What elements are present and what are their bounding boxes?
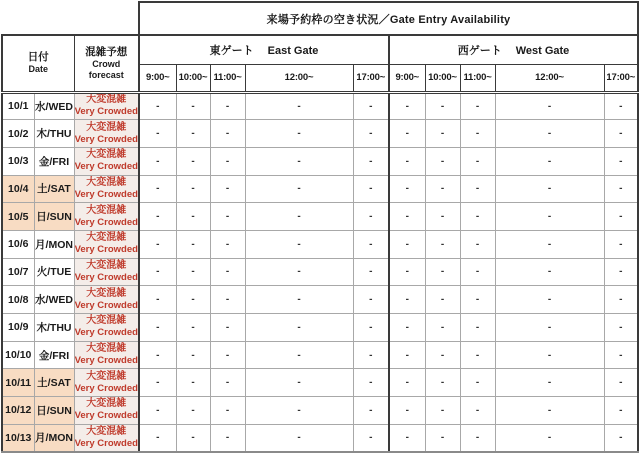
crowd-forecast-en: Very Crowded [74,216,138,228]
availability-cell: - [210,258,245,286]
availability-cell: - [604,120,638,148]
east-gate-label-jp: 東ゲート [209,44,254,57]
date-cell: 10/5 [2,203,34,231]
availability-cell: - [176,369,210,397]
availability-cell: - [389,397,425,425]
availability-cell: - [139,203,176,231]
availability-cell: - [425,314,460,342]
table-row [2,341,638,369]
availability-cell: - [425,203,460,231]
availability-cell: - [425,92,460,120]
availability-cell: - [176,424,210,452]
availability-cell: - [495,397,604,425]
availability-cell: - [495,175,604,203]
availability-cell: - [604,203,638,231]
east-gate-header [139,35,389,64]
crowd-forecast-jp: 大変混雑 [86,121,127,133]
time-slot-header: 17:00~ [353,64,389,92]
availability-cell: - [139,230,176,258]
availability-cell: - [460,341,495,369]
crowd-header-en: Crowd forecast [88,58,124,80]
crowd-forecast-jp: 大変混雑 [86,176,127,188]
date-cell: 10/3 [2,147,34,175]
availability-cell: - [604,397,638,425]
availability-cell: - [139,369,176,397]
page-title: 来場予約枠の空き状況／Gate Entry Availability [139,2,638,35]
date-cell: 10/10 [2,341,34,369]
availability-cell: - [139,397,176,425]
availability-cell: - [353,230,389,258]
crowd-forecast-jp: 大変混雑 [86,149,127,161]
crowd-forecast-en: Very Crowded [74,244,138,256]
availability-cell: - [245,203,353,231]
availability-cell: - [389,92,425,120]
availability-cell: - [353,120,389,148]
availability-cell: - [210,203,245,231]
availability-cell: - [604,92,638,120]
time-slot-header: 10:00~ [425,64,460,92]
availability-cell: - [460,314,495,342]
day-cell: 月/MON [34,230,74,258]
time-slot-header: 12:00~ [245,64,353,92]
date-cell: 10/6 [2,230,34,258]
crowd-forecast-cell [74,92,139,120]
date-header-jp: 日付 [27,51,49,64]
availability-cell: - [245,120,353,148]
availability-cell: - [389,203,425,231]
availability-cell: - [176,397,210,425]
crowd-forecast-en: Very Crowded [74,106,138,118]
availability-cell: - [245,424,353,452]
crowd-forecast-cell [74,147,139,175]
table-row [2,314,638,342]
time-slot-header: 9:00~ [139,64,176,92]
crowd-forecast-en: Very Crowded [74,327,138,339]
day-cell: 金/FRI [34,341,74,369]
availability-cell: - [176,286,210,314]
day-cell: 月/MON [34,424,74,452]
availability-cell: - [353,314,389,342]
availability-cell: - [245,341,353,369]
availability-cell: - [245,314,353,342]
crowd-header-jp: 混雑予想 [85,45,128,58]
availability-cell: - [460,424,495,452]
date-cell: 10/1 [2,92,34,120]
availability-cell: - [460,203,495,231]
date-cell: 10/8 [2,286,34,314]
availability-cell: - [460,369,495,397]
crowd-forecast-jp: 大変混雑 [86,398,127,410]
crowd-forecast-cell [74,369,139,397]
availability-cell: - [139,147,176,175]
availability-cell: - [353,424,389,452]
availability-cell: - [353,175,389,203]
availability-cell: - [604,230,638,258]
availability-cell: - [210,286,245,314]
availability-cell: - [425,120,460,148]
crowd-forecast-en: Very Crowded [74,161,138,173]
day-cell: 日/SUN [34,397,74,425]
availability-cell: - [604,424,638,452]
time-slot-header: 11:00~ [210,64,245,92]
availability-cell: - [210,175,245,203]
availability-cell: - [389,314,425,342]
availability-cell: - [210,424,245,452]
corner-spacer [2,2,139,35]
availability-cell: - [460,175,495,203]
west-gate-label-en: West Gate [515,44,570,57]
crowd-forecast-en: Very Crowded [74,133,138,145]
availability-cell: - [176,175,210,203]
availability-cell: - [460,147,495,175]
availability-cell: - [139,120,176,148]
table-row [2,369,638,397]
availability-cell: - [210,147,245,175]
availability-cell: - [210,397,245,425]
crowd-forecast-en: Very Crowded [74,271,138,283]
date-header-en: Date [28,64,48,75]
crowd-forecast-cell [74,203,139,231]
availability-cell: - [425,147,460,175]
availability-cell: - [353,286,389,314]
availability-cell: - [604,314,638,342]
day-cell: 火/TUE [34,258,74,286]
availability-cell: - [389,369,425,397]
crowd-forecast-en: Very Crowded [74,355,138,367]
crowd-forecast-cell [74,397,139,425]
availability-cell: - [495,258,604,286]
availability-cell: - [495,286,604,314]
crowd-forecast-jp: 大変混雑 [86,370,127,382]
availability-cell: - [425,286,460,314]
availability-table-body [2,92,638,452]
table-row [2,120,638,148]
date-cell: 10/9 [2,314,34,342]
crowd-forecast-en: Very Crowded [74,382,138,394]
table-row [2,424,638,452]
availability-cell: - [425,397,460,425]
availability-cell: - [353,203,389,231]
availability-cell: - [389,175,425,203]
availability-cell: - [460,397,495,425]
crowd-forecast-cell [74,230,139,258]
crowd-forecast-en: Very Crowded [74,437,138,449]
availability-cell: - [176,203,210,231]
availability-cell: - [389,147,425,175]
availability-cell: - [604,369,638,397]
crowd-forecast-jp: 大変混雑 [86,315,127,327]
table-row [2,230,638,258]
day-cell: 金/FRI [34,147,74,175]
day-cell: 木/THU [34,314,74,342]
west-gate-header [389,35,638,64]
table-row [2,258,638,286]
availability-cell: - [353,397,389,425]
title-row [2,2,638,35]
day-cell: 水/WED [34,92,74,120]
availability-cell: - [460,258,495,286]
availability-cell: - [353,92,389,120]
availability-cell: - [604,175,638,203]
availability-cell: - [389,258,425,286]
availability-cell: - [176,314,210,342]
availability-cell: - [210,369,245,397]
crowd-forecast-jp: 大変混雑 [86,232,127,244]
availability-cell: - [425,258,460,286]
gate-availability-table [1,1,639,453]
table-row [2,203,638,231]
availability-cell: - [495,92,604,120]
availability-cell: - [210,120,245,148]
day-cell: 土/SAT [34,369,74,397]
availability-cell: - [495,424,604,452]
time-slot-header: 9:00~ [389,64,425,92]
availability-cell: - [176,258,210,286]
gate-header-row [2,35,638,64]
crowd-forecast-jp: 大変混雑 [86,425,127,437]
table-row [2,286,638,314]
availability-cell: - [245,286,353,314]
east-gate-label-en: East Gate [267,44,319,57]
availability-cell: - [139,175,176,203]
availability-cell: - [139,424,176,452]
availability-cell: - [176,341,210,369]
day-cell: 土/SAT [34,175,74,203]
availability-cell: - [245,92,353,120]
availability-cell: - [176,230,210,258]
date-cell: 10/13 [2,424,34,452]
availability-cell: - [425,369,460,397]
availability-cell: - [389,120,425,148]
availability-cell: - [425,424,460,452]
crowd-forecast-jp: 大変混雑 [86,343,127,355]
availability-cell: - [176,120,210,148]
crowd-forecast-jp: 大変混雑 [86,259,127,271]
availability-cell: - [139,92,176,120]
crowd-forecast-jp: 大変混雑 [86,287,127,299]
date-cell: 10/7 [2,258,34,286]
availability-cell: - [495,230,604,258]
table-row [2,92,638,120]
date-cell: 10/12 [2,397,34,425]
availability-cell: - [210,341,245,369]
availability-cell: - [389,286,425,314]
crowd-forecast-jp: 大変混雑 [86,94,127,106]
crowd-forecast-jp: 大変混雑 [86,204,127,216]
west-gate-label-jp: 西ゲート [457,44,502,57]
availability-cell: - [495,147,604,175]
availability-cell: - [389,424,425,452]
availability-cell: - [353,369,389,397]
availability-cell: - [495,120,604,148]
date-cell: 10/4 [2,175,34,203]
time-slot-header: 17:00~ [604,64,638,92]
crowd-forecast-en: Very Crowded [74,410,138,422]
crowd-forecast-cell [74,424,139,452]
date-column-header [2,35,74,92]
availability-cell: - [495,369,604,397]
day-cell: 水/WED [34,286,74,314]
availability-cell: - [604,341,638,369]
availability-cell: - [210,92,245,120]
table-row [2,397,638,425]
crowd-forecast-en: Very Crowded [74,299,138,311]
availability-cell: - [460,286,495,314]
time-slot-header: 11:00~ [460,64,495,92]
day-cell: 日/SUN [34,203,74,231]
availability-cell: - [495,203,604,231]
availability-cell: - [604,258,638,286]
day-cell: 木/THU [34,120,74,148]
availability-cell: - [353,147,389,175]
availability-cell: - [139,286,176,314]
availability-cell: - [139,258,176,286]
availability-cell: - [245,147,353,175]
crowd-forecast-cell [74,120,139,148]
availability-cell: - [245,397,353,425]
availability-cell: - [176,147,210,175]
crowd-forecast-cell [74,341,139,369]
availability-cell: - [495,341,604,369]
crowd-forecast-cell [74,175,139,203]
date-cell: 10/11 [2,369,34,397]
availability-cell: - [245,230,353,258]
availability-cell: - [353,258,389,286]
availability-cell: - [245,258,353,286]
table-row [2,147,638,175]
availability-cell: - [389,341,425,369]
availability-cell: - [245,175,353,203]
availability-cell: - [460,92,495,120]
availability-cell: - [425,341,460,369]
availability-cell: - [139,341,176,369]
crowd-forecast-column-header [74,35,139,92]
availability-cell: - [139,314,176,342]
availability-cell: - [604,147,638,175]
time-slot-header: 12:00~ [495,64,604,92]
crowd-forecast-en: Very Crowded [74,188,138,200]
availability-cell: - [176,92,210,120]
availability-cell: - [389,230,425,258]
availability-cell: - [245,369,353,397]
crowd-forecast-cell [74,258,139,286]
availability-cell: - [460,230,495,258]
table-row [2,175,638,203]
crowd-forecast-cell [74,314,139,342]
availability-cell: - [210,230,245,258]
availability-cell: - [460,120,495,148]
availability-cell: - [495,314,604,342]
time-slot-header: 10:00~ [176,64,210,92]
crowd-forecast-cell [74,286,139,314]
availability-cell: - [604,286,638,314]
date-cell: 10/2 [2,120,34,148]
availability-cell: - [425,175,460,203]
availability-cell: - [353,341,389,369]
availability-cell: - [210,314,245,342]
availability-cell: - [425,230,460,258]
